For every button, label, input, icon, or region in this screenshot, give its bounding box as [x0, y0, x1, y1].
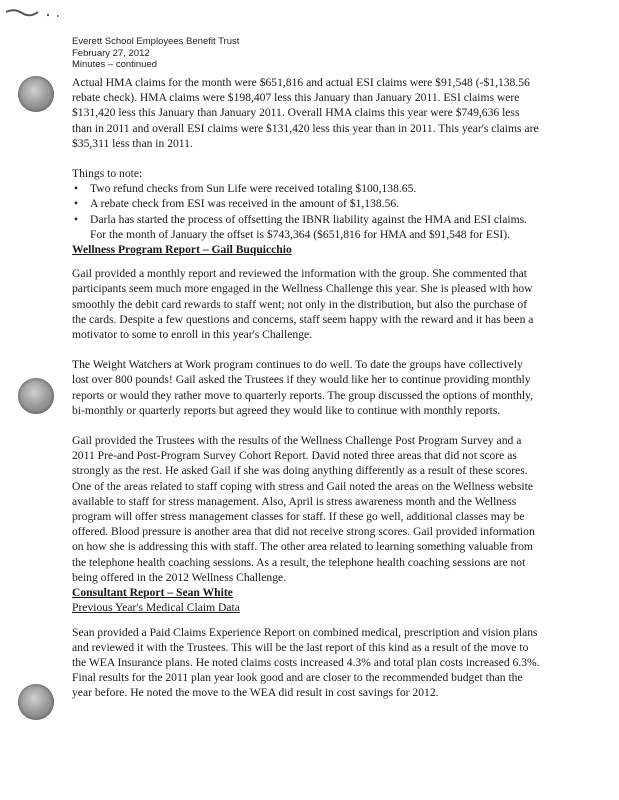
things-to-note-list — [72, 181, 542, 242]
wellness-paragraph-2: The Weight Watchers at Work program continues to do well. To date the groups have collectively lost over 800 pounds! Gail asked the Trustees if they would like her to continue providing monthly reports or would they rather move to quarterly reports. The group discussed the options of monthly, bi-monthly or quarterly reports but agreed they would like to continue with monthly reports. — [72, 358, 534, 417]
binder-hole-bottom — [18, 684, 54, 720]
binder-hole-top — [18, 76, 54, 112]
header-section: Minutes – continued — [72, 59, 158, 70]
consultant-section-heading: Consultant Report – Sean White — [72, 586, 233, 600]
wellness-section-heading: Wellness Program Report – Gail Buquicchio — [72, 243, 292, 257]
things-to-note-label: Things to note: — [72, 167, 143, 181]
wellness-paragraph-3: Gail provided the Trustees with the results of the Wellness Challenge Post Program Survey and a 2011 Pre-and Post-Program Survey Cohort Report. David noted three areas that did not score as strongly as the rest. He asked Gail if she was doing anything differently as a result of these scores. One of the areas related to staff coping with stress and Gail noted the areas on the Wellness website available to staff for stress management. Also, April is stress awareness month and the Wellness program will offer stress management classes for staff. If these go well, additional classes may be offered. Blood pressure is another area that did not receive strong scores. Gail provided information on how she is addressing this with staff. The other area related to learning something valuable from the telephone health coaching sessions. As a result, the telephone health coaching sessions are not being offered in the 2012 Wellness Challenge. — [72, 434, 535, 584]
list-item: • Darla has started the process of offsetting the IBNR liability against the HMA and ESI claims. For the month of January the offset is $743,364 ($651,816 for HMA and $91,548 for ESI). — [72, 212, 542, 242]
claims-summary-paragraph: Actual HMA claims for the month were $651,816 and actual ESI claims were $91,548 (-$1,138.56 rebate check). HMA claims were $198,407 less this January than January 2011. ESI claims were $131,420 less this January than January 2011. Overall HMA claims this year were $749,636 less than in 2011 and overall ESI claims were $131,420 less this year than in 2011. This year's claims are $35,311 less than in 2011. — [72, 76, 539, 150]
consultant-paragraph: Sean provided a Paid Claims Experience Report on combined medical, prescription and vision plans and reviewed it with the Trustees. This will be the last report of this kind as a result of the move to the WEA Insurance plans. He noted claims costs increased 4.3% and total plan costs increased 6.3%. Final results for the 2011 plan year look good and are closer to the recommended budget than the year before. He noted the move to the WEA did result in cost savings for 2012. — [72, 625, 540, 700]
list-item: • Two refund checks from Sun Life were received totaling $100,138.65. — [72, 181, 542, 196]
page-header — [72, 36, 239, 71]
binder-hole-middle — [18, 378, 54, 414]
header-organization: Everett School Employees Benefit Trust — [72, 36, 240, 47]
list-item: • A rebate check from ESI was received in the amount of $1,138.56. — [72, 196, 542, 211]
wellness-paragraph-1: Gail provided a monthly report and reviewed the information with the group. She commented that participants seem much more engaged in the Wellness Challenge this year. She is pleased with how smoothly the debit card rewards to staff went; not only in the distribution, but also the purchase of the cards. Despite a few questions and concerns, staff seem happy with the reward and it has been a motivator to some to enroll in this year's Challenge. — [72, 267, 534, 342]
claim-data-subheading: Previous Year's Medical Claim Data — [72, 601, 240, 615]
header-date: February 27, 2012 — [72, 47, 150, 59]
scan-corner-mark — [4, 6, 66, 20]
document-body — [72, 75, 542, 701]
